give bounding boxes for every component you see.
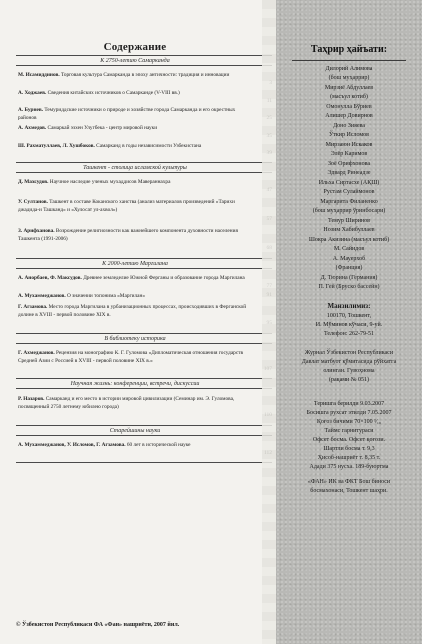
entry-author: М. Исамиддинов. bbox=[18, 72, 60, 78]
entry-title: Самарканд и его место в истории мировой цивилизации (Семинар им. Э. Гуломова, посвященный 2750 летнему юбилею города) bbox=[18, 396, 235, 411]
entry-author: Ш. Рахматуллаев, Л. Хушбоков. bbox=[18, 143, 95, 149]
entry-title: 60 лет в исторической науке bbox=[126, 442, 191, 448]
entry-author: Д. Махсудов. bbox=[18, 179, 49, 185]
entry-author: У. Султанов. bbox=[18, 199, 48, 205]
board-member: Алишер Довирнов bbox=[325, 113, 373, 119]
publisher-copyright: © Ўзбекистон Республикаси ФА «Фан» нашриёти, 2007 йил. bbox=[16, 622, 180, 628]
entry-author: Г. Ахмеджанов. bbox=[18, 350, 55, 356]
board-member: Мирзиё Абдуллаев bbox=[324, 85, 374, 91]
toc-entry[interactable] bbox=[18, 303, 254, 320]
section-divider bbox=[16, 435, 272, 436]
address-line: 100170, Тошкент, bbox=[326, 313, 372, 319]
section-divider bbox=[16, 55, 272, 56]
board-member: А. Мауерхоб bbox=[332, 256, 366, 262]
toc-entry[interactable] bbox=[18, 198, 254, 215]
entry-title: Научное наследие ученых мухаддисов Мавераннахра bbox=[49, 179, 171, 185]
board-title: Таҳрир ҳайъати: bbox=[310, 44, 388, 55]
board-member: Доно Зияева bbox=[333, 123, 365, 129]
section-heading: Ташкент - столица исламской культуры bbox=[83, 165, 187, 171]
section-divider bbox=[16, 388, 272, 389]
entry-author: З. Арифханова. bbox=[18, 228, 55, 234]
board-member: (масъул котиб) bbox=[330, 94, 368, 100]
board-member: Маргарита Филаненко bbox=[320, 199, 378, 205]
print-info-line: Қоғоз бичими 70×100 ¹⁄₁₆ bbox=[316, 419, 382, 425]
board-member: Темур Ширинов bbox=[328, 218, 370, 224]
section-divider bbox=[16, 172, 272, 173]
board-member: Ўткир Исломов bbox=[328, 132, 369, 138]
board-member: (Франция) bbox=[335, 265, 363, 271]
board-member: Элёр Каримов bbox=[330, 151, 368, 157]
board-member: Зоё Орифхонова bbox=[328, 161, 370, 167]
toc-entry[interactable] bbox=[18, 441, 254, 449]
entry-title: О значении топонима «Маргилан» bbox=[67, 293, 145, 299]
section-heading: Старейшины науки bbox=[109, 428, 161, 434]
entry-title: Торговая культура Самарканда в эпоху античности: традиция и инновации bbox=[60, 72, 230, 78]
board-member: (бош муҳаррир) bbox=[328, 75, 370, 81]
print-info-line: Адади 375 нусха. 189-буюртма bbox=[309, 464, 389, 470]
board-member: Ильха Сиртасхе (АҚШ) bbox=[318, 180, 380, 186]
section-heading: К 2000-летию Маргилана bbox=[102, 261, 168, 267]
entry-author: А. Бурнев. bbox=[18, 107, 44, 113]
toc-entry[interactable] bbox=[18, 395, 254, 412]
entry-author: А. Анорбаев, Ф. Максудов. bbox=[18, 275, 82, 281]
section-divider bbox=[16, 378, 272, 379]
address-line: И. Мўминов кўчаси, 9-уй. bbox=[315, 322, 383, 328]
registration-line: (рақами № 051) bbox=[329, 377, 369, 383]
toc-entry[interactable] bbox=[18, 178, 254, 186]
registration-line: Давлат матбуот қўмитасида рўйхатга bbox=[301, 359, 397, 365]
section-heading: В библиотеку историка bbox=[104, 336, 166, 342]
board-member: М. Сайидов bbox=[333, 246, 365, 252]
section-divider bbox=[16, 268, 272, 269]
entry-author: Г. Агзамова. bbox=[18, 304, 48, 310]
section-divider bbox=[16, 462, 272, 463]
entry-title: Место города Маргилана в урбанизационных процессах, происходивших в Ферганской долине в XVIII - первой половине XIX в. bbox=[18, 304, 247, 319]
section-divider bbox=[16, 343, 272, 344]
entry-author: Р. Назаров. bbox=[18, 396, 45, 402]
entry-author: А. Мухаммеджанов. bbox=[18, 293, 66, 299]
board-member: (бош муҳаррир ўринбосари) bbox=[312, 208, 386, 214]
entry-author: А. Ходжаев. bbox=[18, 90, 47, 96]
toc-entry[interactable] bbox=[18, 142, 254, 150]
contents-title: Содержание bbox=[103, 41, 167, 53]
editorial-board-column bbox=[276, 0, 422, 644]
section-divider bbox=[16, 258, 272, 259]
entry-author: А. Ахмедов. bbox=[18, 125, 47, 131]
section-divider bbox=[16, 65, 272, 66]
registration-line: Журнал Ўзбекистон Республикаси bbox=[304, 350, 394, 356]
section-heading: Научная жизнь: конференции, встречи, дискуссии bbox=[70, 381, 200, 387]
toc-entry[interactable] bbox=[18, 124, 254, 132]
entry-title: Рецензия на монографию К. Г. Гуломова «Дипломатическая отношения государств Средней Азии с Россией в XVIII - первой половине XIX в.» bbox=[18, 350, 243, 365]
board-member: Рустам Сулаймонов bbox=[323, 189, 375, 195]
registration-line: олинган. Гувоҳнома bbox=[323, 368, 375, 374]
board-member: П. Гей (Бруско бассейн) bbox=[318, 284, 380, 290]
board-member: Дилорий Алимова bbox=[325, 66, 373, 72]
board-member: Нозим Хабибуллаев bbox=[323, 227, 375, 233]
print-info-line: Теришга берилди 9.03.2007 bbox=[313, 401, 385, 407]
print-info-line: Шартли босма т. 9,3 bbox=[323, 446, 375, 452]
print-info-line: Таймс гарнитураси bbox=[324, 428, 374, 434]
board-divider bbox=[292, 60, 406, 61]
board-member: Мирзаюн Искаков bbox=[325, 142, 373, 148]
toc-entry[interactable] bbox=[18, 292, 254, 300]
entry-title: Самаркай эзхен Улугбека - центр мировой науки bbox=[47, 125, 158, 131]
entry-title: Ташкент в составе Коканского ханства (анализ материалов произведений «Тарихи джадида-и Ташканд» и «Хулосат ул-ахвол») bbox=[18, 199, 235, 214]
entry-title: Сведения китайских источников о Самарканде (V-VIII вв.) bbox=[47, 90, 180, 96]
toc-entry[interactable] bbox=[18, 349, 254, 366]
section-divider bbox=[16, 162, 272, 163]
toc-entry[interactable] bbox=[18, 274, 254, 282]
printer-line: «ФАН» ИК ва ФКТ Бош биноси bbox=[307, 479, 391, 485]
entry-title: Темуриддские источники о природе и хозяйстве города Самарканда и его окрестных районов bbox=[18, 107, 236, 122]
toc-entry[interactable] bbox=[18, 71, 254, 79]
section-divider bbox=[16, 333, 272, 334]
printer-line: босмахонаси, Тошкент шаҳри. bbox=[310, 488, 388, 494]
entry-title: Возрождение религиозности как важнейшего компонента духовности населения Ташкента (1991-2006) bbox=[18, 228, 238, 243]
entry-author: А. Мухаммеджанов, У. Исломов, Г. Агзамова. bbox=[18, 442, 126, 448]
board-member: Эдвард Ринеадзе bbox=[327, 170, 371, 176]
section-divider bbox=[16, 425, 272, 426]
print-info-line: Босишга рухсат этилди 7.05.2007 bbox=[306, 410, 392, 416]
board-member: Шокра Акизина (масъул котиб) bbox=[308, 237, 390, 243]
entry-title: Древнее земледелие Южной Ферганы и образование города Маргилана bbox=[83, 275, 245, 281]
toc-entry[interactable] bbox=[18, 89, 254, 97]
toc-entry[interactable] bbox=[18, 106, 254, 123]
print-info-line: Ҳисоб-нашриёт т. 8,35 т. bbox=[317, 455, 381, 461]
section-heading: К 2750-летию Самарканда bbox=[100, 58, 170, 64]
address-heading: Манзилимиз: bbox=[327, 302, 371, 310]
print-info-line: Офсет босма. Офсет қоғози. bbox=[312, 437, 386, 443]
toc-entry[interactable] bbox=[18, 227, 254, 244]
entry-title: Самарканд в годы независимости Узбекистана bbox=[96, 143, 202, 149]
board-member: Омонулла Бўриев bbox=[326, 104, 372, 110]
phone-line: Телефон: 262-79-51 bbox=[323, 331, 375, 337]
board-member: Д. Тюрина (Германия) bbox=[320, 275, 378, 281]
